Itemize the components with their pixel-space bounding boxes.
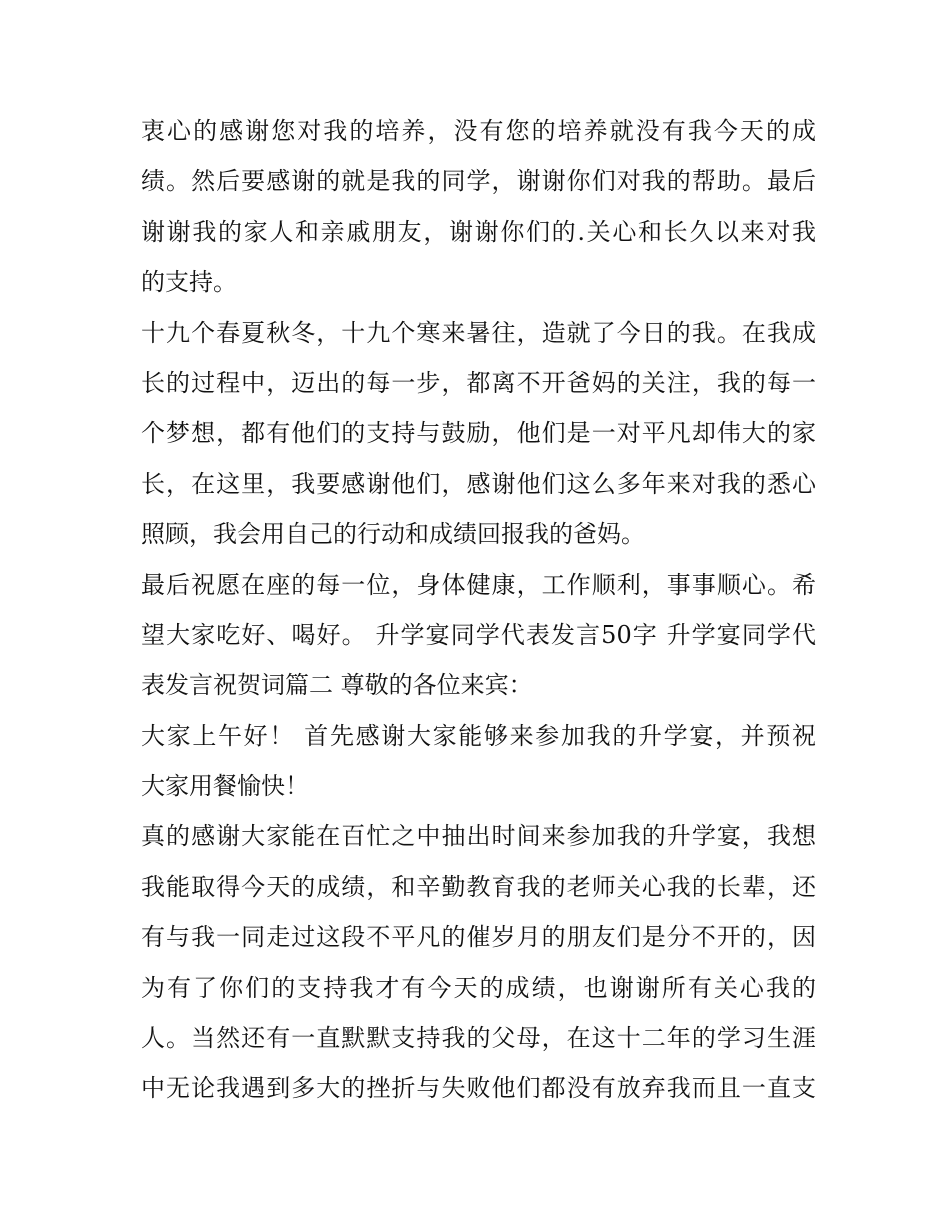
text-line: 望大家吃好、喝好。 升学宴同学代表发言50字 升学宴同学代 <box>141 620 816 649</box>
text-line: 我能取得今天的成绩，和辛勤教育我的老师关心我的长辈，还 <box>141 872 816 901</box>
document-body <box>141 106 816 1114</box>
text-line: 照顾，我会用自己的行动和成绩回报我的爸妈。 <box>141 520 645 549</box>
text-line: 十九个春夏秋冬，十九个寒来暑往，造就了今日的我。在我成 <box>141 318 816 347</box>
text-line: 长的过程中，迈出的每一步，都离不开爸妈的关注，我的每一 <box>141 368 816 397</box>
text-line: 衷心的感谢您对我的培养，没有您的培养就没有我今天的成 <box>141 117 816 145</box>
text-line: 真的感谢大家能在百忙之中抽出时间来参加我的升学宴，我想 <box>141 822 816 851</box>
text-line: 长，在这里，我要感谢他们，感谢他们这么多年来对我的悉心 <box>141 469 816 498</box>
text-line: 大家用餐愉快！ <box>141 772 309 801</box>
text-line: 有与我一同走过这段不平凡的催岁月的朋友们是分不开的，因 <box>141 923 816 952</box>
text-line: 绩。然后要感谢的就是我的同学，谢谢你们对我的帮助。最后 <box>141 167 816 196</box>
text-line: 中无论我遇到多大的挫折与失败他们都没有放弃我而且一直支 <box>141 1074 816 1103</box>
text-line: 人。当然还有一直默默支持我的父母，在这十二年的学习生涯 <box>141 1024 816 1053</box>
text-line: 最后祝愿在座的每一位，身体健康，工作顺利，事事顺心。希 <box>141 570 816 599</box>
text-line: 大家上午好！ 首先感谢大家能够来参加我的升学宴，并预祝 <box>141 721 816 750</box>
text-line: 表发言祝贺词篇二 尊敬的各位来宾： <box>141 671 533 700</box>
text-line: 个梦想，都有他们的支持与鼓励，他们是一对平凡却伟大的家 <box>141 419 816 448</box>
text-line: 为有了你们的支持我才有今天的成绩，也谢谢所有关心我的 <box>141 973 816 1002</box>
text-line: 谢谢我的家人和亲戚朋友，谢谢你们的.关心和长久以来对我 <box>141 217 816 246</box>
text-line: 的支持。 <box>141 268 237 297</box>
